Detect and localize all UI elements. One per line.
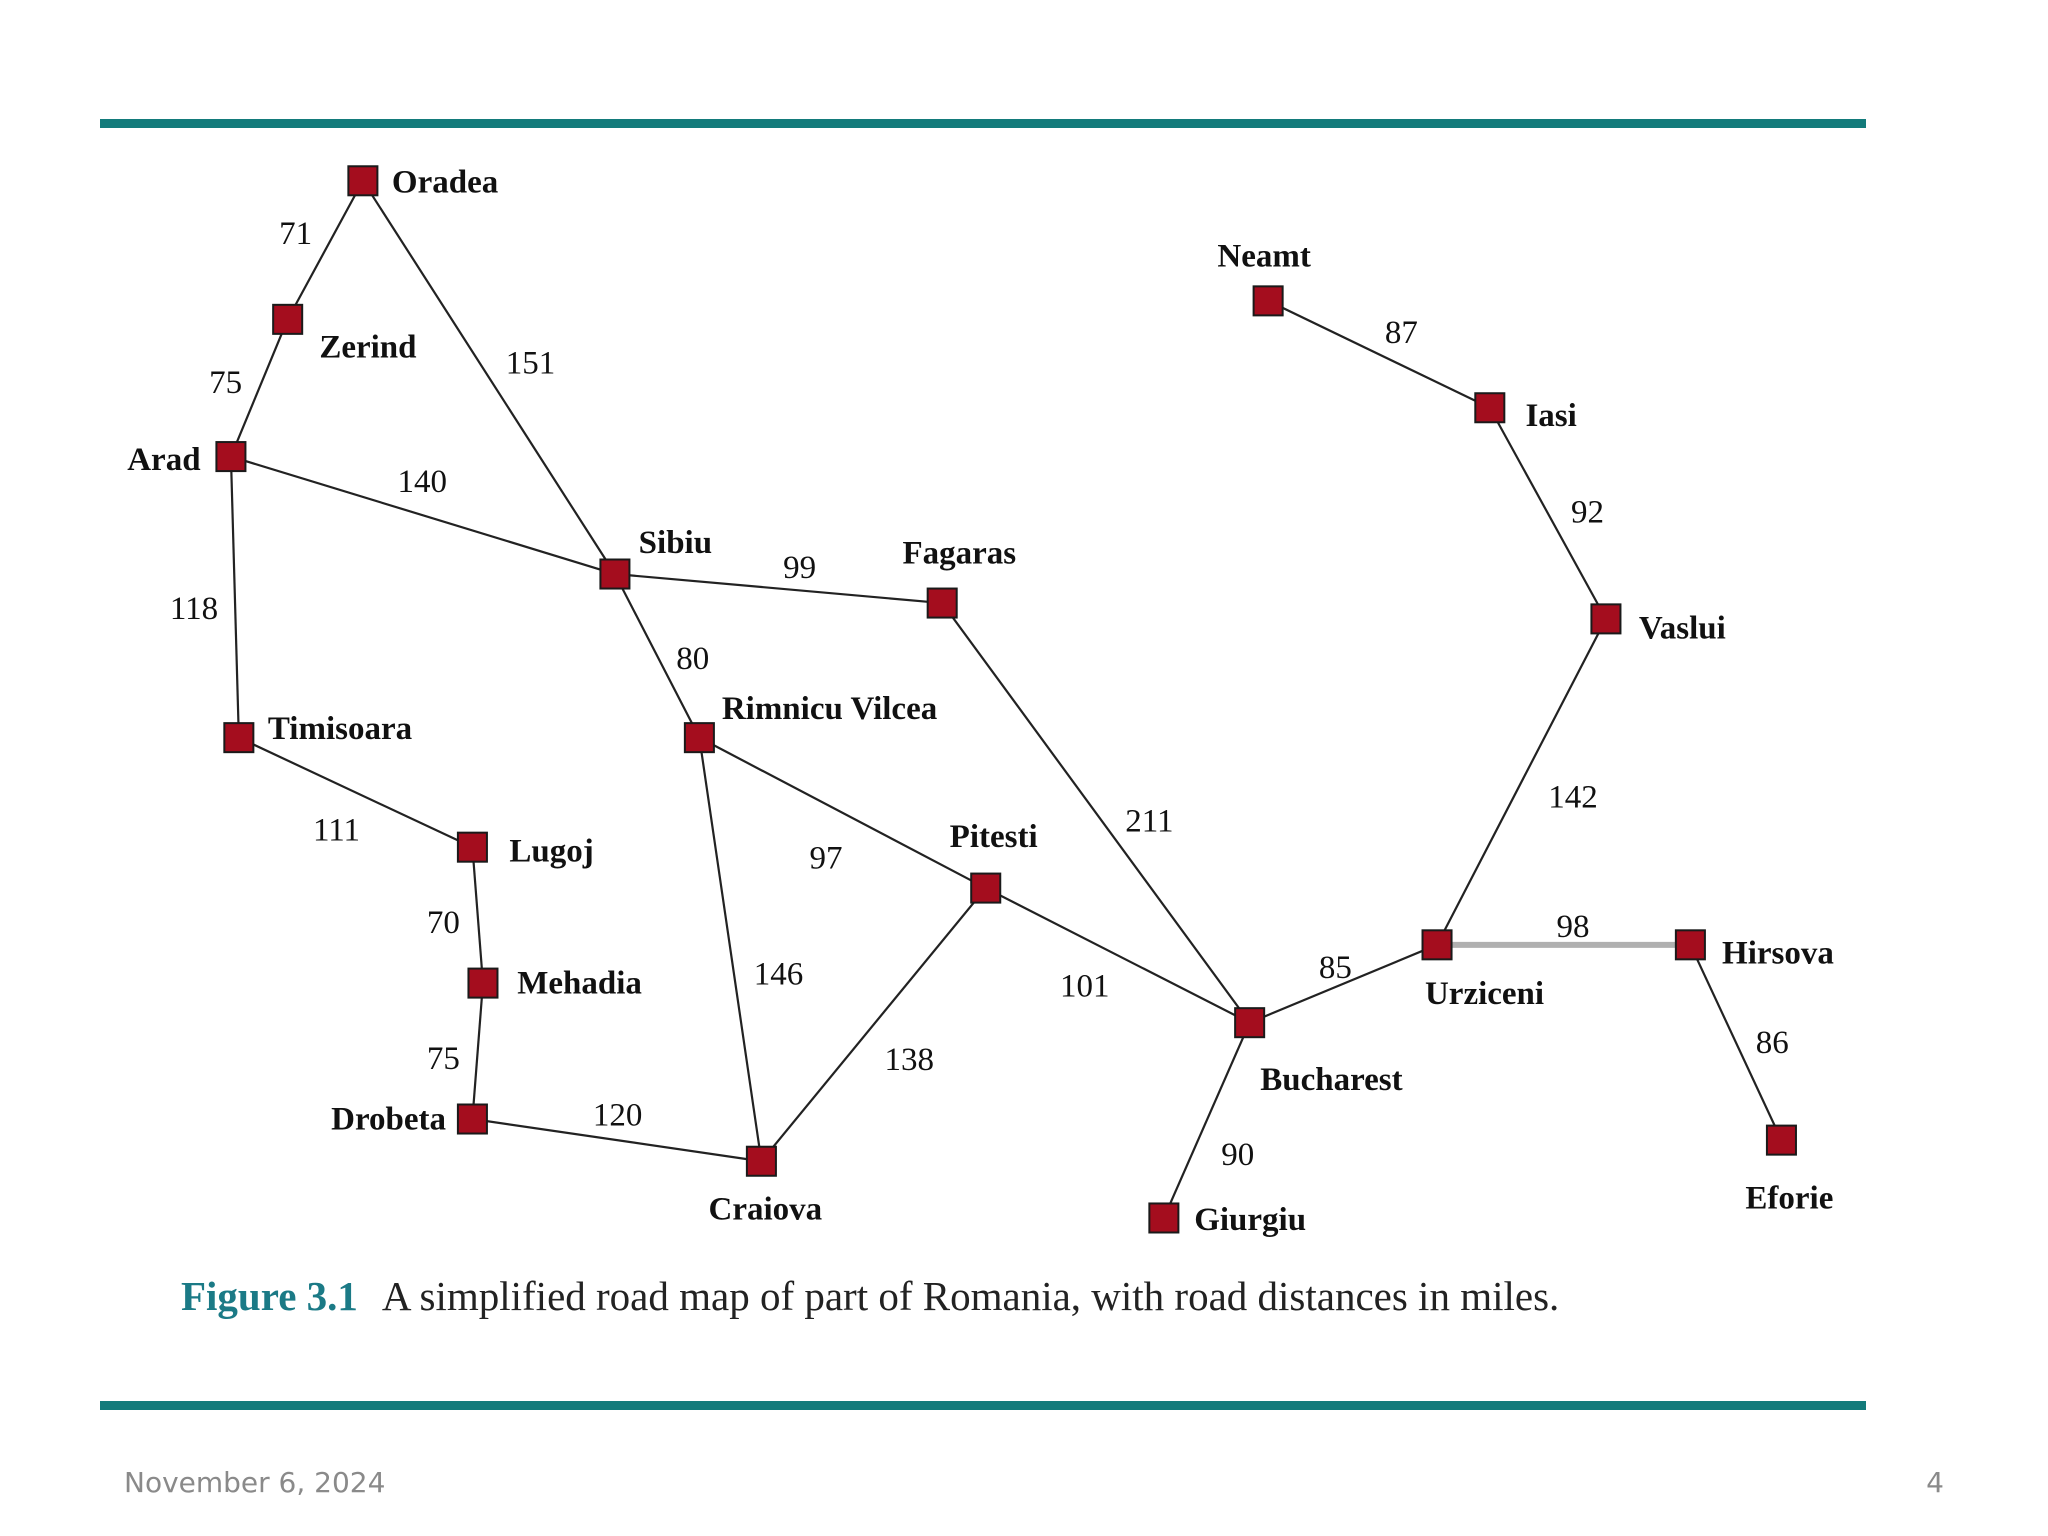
distance-label-craiova-pitesti: 138: [884, 1042, 934, 1079]
distance-label-urziceni-vaslui: 142: [1548, 779, 1598, 816]
distance-label-arad-timisoara: 118: [169, 590, 219, 627]
road-iasi-neamt: [1268, 301, 1490, 408]
distance-label-pitesti-bucharest: 101: [1059, 968, 1110, 1005]
city-label-vaslui: Vaslui: [1638, 610, 1726, 647]
city-label-giurgiu: Giurgiu: [1194, 1201, 1307, 1238]
distance-label-zerind-arad: 75: [209, 365, 243, 402]
city-label-bucharest: Bucharest: [1260, 1061, 1403, 1098]
city-label-urziceni: Urziceni: [1424, 976, 1545, 1013]
road-sibiu-fagaras: [615, 574, 942, 603]
city-node-neamt: [1254, 286, 1283, 315]
road-rimnicu-craiova: [699, 738, 761, 1162]
city-label-pitesti: Pitesti: [949, 819, 1038, 856]
city-node-zerind: [273, 305, 302, 334]
city-label-mehadia: Mehadia: [517, 965, 642, 1002]
distance-label-drobeta-craiova: 120: [592, 1097, 643, 1134]
distance-label-lugoj-mehadia: 70: [426, 904, 460, 941]
city-node-hirsova: [1676, 930, 1705, 959]
city-label-zerind: Zerind: [319, 329, 417, 366]
distance-label-bucharest-urziceni: 85: [1318, 949, 1352, 986]
city-node-fagaras: [928, 589, 957, 618]
road-craiova-pitesti: [761, 888, 985, 1161]
road-fagaras-bucharest: [942, 603, 1249, 1023]
city-label-rimnicu: Rimnicu Vilcea: [721, 691, 938, 728]
roads-layer: [231, 181, 1782, 1218]
distance-label-arad-sibiu: 140: [397, 464, 448, 501]
city-node-mehadia: [468, 969, 497, 998]
road-arad-timisoara: [231, 457, 239, 738]
road-pitesti-bucharest: [986, 888, 1250, 1023]
city-node-drobeta: [458, 1104, 487, 1133]
figure-caption-label: Figure 3.1: [181, 1273, 358, 1319]
city-node-arad: [216, 442, 245, 471]
distance-label-timisoara-lugoj: 111: [312, 812, 361, 849]
distance-label-iasi-neamt: 87: [1384, 315, 1418, 352]
city-node-iasi: [1475, 393, 1504, 422]
distance-label-oradea-zerind: 71: [279, 216, 313, 253]
distance-label-vaslui-iasi: 92: [1570, 494, 1604, 531]
figure-caption: [181, 1272, 1559, 1320]
road-oradea-sibiu: [363, 181, 615, 574]
city-node-urziceni: [1423, 930, 1452, 959]
footer-page-number: 4: [1926, 1466, 1944, 1499]
city-label-oradea: Oradea: [391, 164, 499, 201]
road-lugoj-mehadia: [472, 847, 483, 983]
city-label-iasi: Iasi: [1525, 398, 1577, 435]
distance-label-bucharest-giurgiu: 90: [1221, 1137, 1255, 1174]
city-label-arad: Arad: [127, 441, 201, 478]
city-node-vaslui: [1591, 604, 1620, 633]
city-label-lugoj: Lugoj: [509, 833, 594, 870]
distance-label-rimnicu-pitesti: 97: [809, 840, 843, 877]
city-node-giurgiu: [1149, 1203, 1178, 1232]
distance-label-sibiu-rimnicu: 80: [676, 641, 710, 678]
road-bucharest-giurgiu: [1164, 1023, 1250, 1218]
city-node-bucharest: [1235, 1008, 1264, 1037]
distance-label-sibiu-fagaras: 99: [783, 549, 817, 586]
city-label-sibiu: Sibiu: [638, 524, 713, 561]
city-label-eforie: Eforie: [1745, 1180, 1834, 1217]
distance-label-rimnicu-craiova: 146: [753, 956, 804, 993]
city-node-pitesti: [971, 874, 1000, 903]
footer-date: November 6, 2024: [124, 1466, 386, 1499]
city-label-craiova: Craiova: [708, 1191, 823, 1228]
city-node-eforie: [1767, 1126, 1796, 1155]
city-label-fagaras: Fagaras: [902, 535, 1017, 572]
distance-label-oradea-sibiu: 151: [505, 345, 556, 382]
bottom-divider: [100, 1401, 1866, 1410]
figure-caption-text: A simplified road map of part of Romania, with road distances in miles.: [381, 1273, 1560, 1319]
city-node-sibiu: [600, 560, 629, 589]
city-labels-layer: [127, 165, 1834, 1238]
city-node-timisoara: [224, 723, 253, 752]
city-label-hirsova: Hirsova: [1722, 935, 1834, 972]
city-node-craiova: [747, 1147, 776, 1176]
city-node-rimnicu: [685, 723, 714, 752]
city-label-drobeta: Drobeta: [331, 1101, 447, 1138]
distance-label-mehadia-drobeta: 75: [426, 1040, 460, 1077]
distance-label-hirsova-eforie: 86: [1755, 1025, 1789, 1062]
city-node-lugoj: [458, 833, 487, 862]
distance-label-urziceni-hirsova: 98: [1556, 908, 1590, 945]
distance-label-fagaras-bucharest: 211: [1125, 803, 1174, 840]
city-label-timisoara: Timisoara: [267, 710, 413, 747]
road-mehadia-drobeta: [472, 983, 483, 1119]
city-label-neamt: Neamt: [1217, 238, 1311, 275]
city-node-oradea: [348, 166, 377, 195]
